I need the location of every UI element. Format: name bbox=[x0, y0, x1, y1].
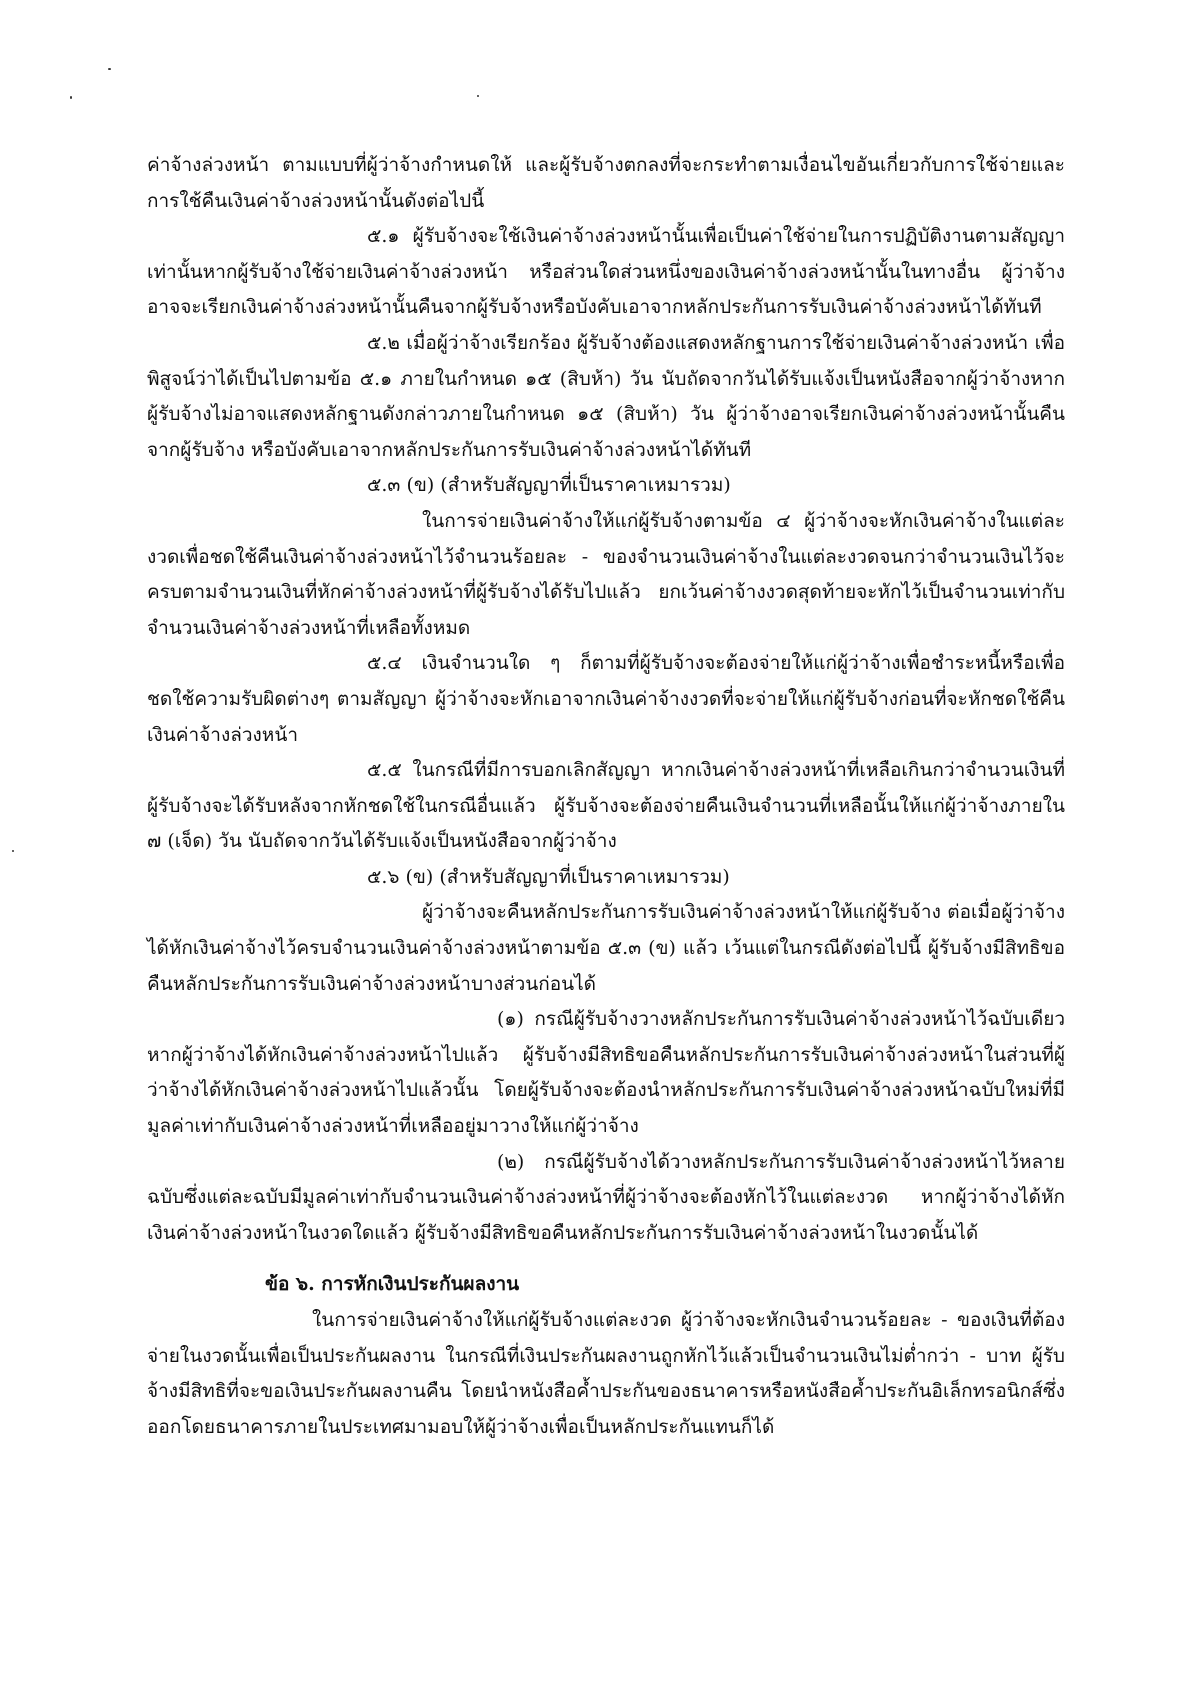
paragraph-5-6-heading: ๕.๖ (ข) (สำหรับสัญญาที่เป็นราคาเหมารวม) bbox=[367, 865, 730, 888]
paragraph-5-3-heading: ๕.๓ (ข) (สำหรับสัญญาที่เป็นราคาเหมารวม) bbox=[367, 474, 731, 497]
document-body bbox=[147, 148, 1065, 1445]
paragraph-5-4: ๕.๔ เงินจำนวนใด ๆ ก็ตามที่ผู้รับจ้างจะต้องจ่ายให้แก่ผู้ว่าจ้างเพื่อชำระหนี้หรือเพื่อชดใช้ความรับผิดต่างๆ ตามสัญญา ผู้ว่าจ้างจะหักเอาจากเงินค่าจ้างงวดที่จะจ่ายให้แก่ผู้รับจ้างก่อนที่จะหักชดใช้คืนเงินค่าจ้างล่วงหน้า bbox=[147, 652, 1065, 746]
scan-speck bbox=[12, 850, 14, 852]
paragraph-5-5: ๕.๕ ในกรณีที่มีการบอกเลิกสัญญา หากเงินค่าจ้างล่วงหน้าที่เหลือเกินกว่าจำนวนเงินที่ผู้รับจ้างจะได้รับหลังจากหักชดใช้ในกรณีอื่นแล้ว ผู้รับจ้างจะต้องจ่ายคืนเงินจำนวนที่เหลือนั้นให้แก่ผู้ว่าจ้างภายใน ๗ (เจ็ด) วัน นับถัดจากวันได้รับแจ้งเป็นหนังสือจากผู้ว่าจ้าง bbox=[147, 759, 1065, 853]
scan-speck bbox=[108, 68, 111, 70]
paragraph-5-6-body: ผู้ว่าจ้างจะคืนหลักประกันการรับเงินค่าจ้างล่วงหน้าให้แก่ผู้รับจ้าง ต่อเมื่อผู้ว่าจ้างได้หักเงินค่าจ้างไว้ครบจำนวนเงินค่าจ้างล่วงหน้าตามข้อ ๕.๓ (ข) แล้ว เว้นแต่ในกรณีดังต่อไปนี้ ผู้รับจ้างมีสิทธิขอคืนหลักประกันการรับเงินค่าจ้างล่วงหน้าบางส่วนก่อนได้ bbox=[147, 901, 1065, 995]
paragraph-5-1: ๕.๑ ผู้รับจ้างจะใช้เงินค่าจ้างล่วงหน้านั้นเพื่อเป็นค่าใช้จ่ายในการปฏิบัติงานตามสัญญาเท่านั้นหากผู้รับจ้างใช้จ่ายเงินค่าจ้างล่วงหน้า หรือส่วนใดส่วนหนึ่งของเงินค่าจ้างล่วงหน้านั้นในทางอื่น ผู้ว่าจ้างอาจจะเรียกเงินค่าจ้างล่วงหน้านั้นคืนจากผู้รับจ้างหรือบังคับเอาจากหลักประกันการรับเงินค่าจ้างล่วงหน้าได้ทันที bbox=[147, 225, 1065, 319]
scan-speck bbox=[477, 95, 479, 97]
section-6-body: ในการจ่ายเงินค่าจ้างให้แก่ผู้รับจ้างแต่ละงวด ผู้ว่าจ้างจะหักเงินจำนวนร้อยละ - ของเงินที่ต้องจ่ายในงวดนั้นเพื่อเป็นประกันผลงาน ในกรณีที่เงินประกันผลงานถูกหักไว้แล้วเป็นจำนวนเงินไม่ต่ำกว่า - บาท ผู้รับจ้างมีสิทธิที่จะขอเงินประกันผลงานคืน โดยนำหนังสือค้ำประกันของธนาคารหรือหนังสือค้ำประกันอิเล็กทรอนิกส์ซึ่งออกโดยธนาคารภายในประเทศมามอบให้ผู้ว่าจ้างเพื่อเป็นหลักประกันแทนก็ได้ bbox=[147, 1309, 1065, 1438]
paragraph-advance-intro: ค่าจ้างล่วงหน้า ตามแบบที่ผู้ว่าจ้างกำหนดให้ และผู้รับจ้างตกลงที่จะกระทำตามเงื่อนไขอันเกี่ยวกับการใช้จ่ายและการใช้คืนเงินค่าจ้างล่วงหน้านั้นดังต่อไปนี้ bbox=[147, 154, 1065, 212]
paragraph-5-3-body: ในการจ่ายเงินค่าจ้างให้แก่ผู้รับจ้างตามข้อ ๔ ผู้ว่าจ้างจะหักเงินค่าจ้างในแต่ละงวดเพื่อชดใช้คืนเงินค่าจ้างล่วงหน้าไว้จำนวนร้อยละ - ของจำนวนเงินค่าจ้างในแต่ละงวดจนกว่าจำนวนเงินไว้จะครบตามจำนวนเงินที่หักค่าจ้างล่วงหน้าที่ผู้รับจ้างได้รับไปแล้ว ยกเว้นค่าจ้างงวดสุดท้ายจะหักไว้เป็นจำนวนเท่ากับจำนวนเงินค่าจ้างล่วงหน้าที่เหลือทั้งหมด bbox=[147, 509, 1065, 639]
scan-speck bbox=[70, 96, 72, 99]
paragraph-5-2: ๕.๒ เมื่อผู้ว่าจ้างเรียกร้อง ผู้รับจ้างต้องแสดงหลักฐานการใช้จ่ายเงินค่าจ้างล่วงหน้า เพื่อพิสูจน์ว่าได้เป็นไปตามข้อ ๕.๑ ภายในกำหนด ๑๕ (สิบห้า) วัน นับถัดจากวันได้รับแจ้งเป็นหนังสือจากผู้ว่าจ้างหากผู้รับจ้างไม่อาจแสดงหลักฐานดังกล่าวภายในกำหนด ๑๕ (สิบห้า) วัน ผู้ว่าจ้างอาจเรียกเงินค่าจ้างล่วงหน้านั้นคืนจากผู้รับจ้าง หรือบังคับเอาจากหลักประกันการรับเงินค่าจ้างล่วงหน้าได้ทันที bbox=[147, 331, 1065, 461]
paragraph-5-6-item-2: (๒) กรณีผู้รับจ้างได้วางหลักประกันการรับเงินค่าจ้างล่วงหน้าไว้หลายฉบับซึ่งแต่ละฉบับมีมูลค่าเท่ากับจำนวนเงินค่าจ้างล่วงหน้าที่ผู้ว่าจ้างจะต้องหักไว้ในแต่ละงวด หากผู้ว่าจ้างได้หักเงินค่าจ้างล่วงหน้าในงวดใดแล้ว ผู้รับจ้างมีสิทธิขอคืนหลักประกันการรับเงินค่าจ้างล่วงหน้าในงวดนั้นได้ bbox=[147, 1150, 1065, 1244]
paragraph-5-6-item-1: (๑) กรณีผู้รับจ้างวางหลักประกันการรับเงินค่าจ้างล่วงหน้าไว้ฉบับเดียว หากผู้ว่าจ้างได้หักเงินค่าจ้างล่วงหน้าไปแล้ว ผู้รับจ้างมีสิทธิขอคืนหลักประกันการรับเงินค่าจ้างล่วงหน้าในส่วนที่ผู้ว่าจ้างได้หักเงินค่าจ้างล่วงหน้าไปแล้วนั้น โดยผู้รับจ้างจะต้องนำหลักประกันการรับเงินค่าจ้างล่วงหน้าฉบับใหม่ที่มีมูลค่าเท่ากับเงินค่าจ้างล่วงหน้าที่เหลืออยู่มาวางให้แก่ผู้ว่าจ้าง bbox=[147, 1008, 1065, 1138]
section-6-heading: ข้อ ๖. การหักเงินประกันผลงาน bbox=[265, 1273, 520, 1296]
